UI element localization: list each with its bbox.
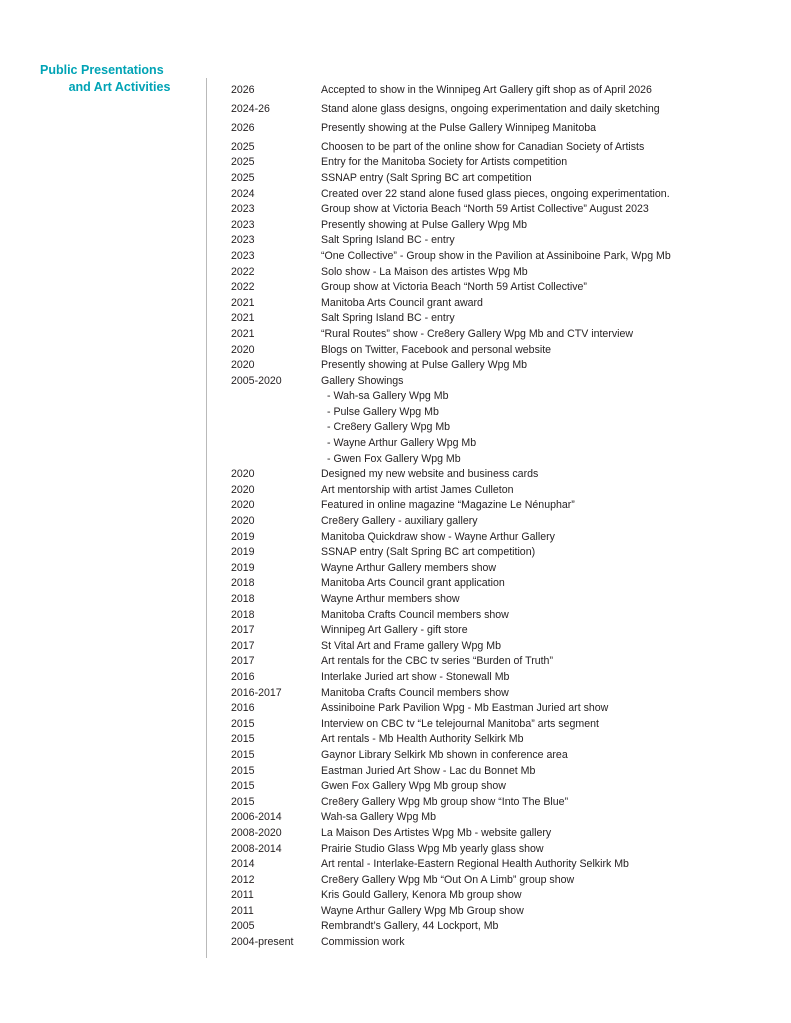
entry-description: Interlake Juried art show - Stonewall Mb bbox=[321, 670, 510, 683]
entry-row bbox=[231, 280, 771, 296]
entry-description: Art rentals for the CBC tv series “Burden of Truth” bbox=[321, 655, 553, 668]
entry-row bbox=[231, 764, 771, 780]
entry-description: Winnipeg Art Gallery - gift store bbox=[321, 624, 468, 637]
entry-row bbox=[231, 358, 771, 374]
entry-row bbox=[231, 155, 771, 171]
entry-year: 2004-present bbox=[231, 936, 294, 949]
entry-year: 2015 bbox=[231, 780, 255, 793]
entry-row bbox=[231, 919, 771, 935]
entry-year: 2015 bbox=[231, 733, 255, 746]
entry-description: Gwen Fox Gallery Wpg Mb group show bbox=[321, 780, 506, 793]
entry-description: Choosen to be part of the online show for Canadian Society of Artists bbox=[321, 140, 645, 153]
entry-year: 2015 bbox=[231, 764, 255, 777]
entry-row bbox=[231, 561, 771, 577]
entry-row bbox=[231, 249, 771, 265]
entry-row bbox=[231, 670, 771, 686]
entry-year: 2008-2020 bbox=[231, 826, 282, 839]
entry-row bbox=[231, 592, 771, 608]
entry-year: 2025 bbox=[231, 140, 255, 153]
entry-year: 2005 bbox=[231, 920, 255, 933]
entry-description: Cre8ery Gallery - auxiliary gallery bbox=[321, 515, 478, 528]
entry-year: 2021 bbox=[231, 312, 255, 325]
entry-description: Wayne Arthur Gallery Wpg Mb Group show bbox=[321, 904, 524, 917]
entry-description: SSNAP entry (Salt Spring BC art competition bbox=[321, 171, 532, 184]
entry-year: 2016 bbox=[231, 702, 255, 715]
entry-row bbox=[231, 623, 771, 639]
entry-description: Art mentorship with artist James Culleton bbox=[321, 483, 514, 496]
entry-year: 2020 bbox=[231, 468, 255, 481]
entry-row bbox=[231, 748, 771, 764]
entry-year: 2024-26 bbox=[231, 102, 270, 115]
entry-year: 2015 bbox=[231, 795, 255, 808]
entry-description: Featured in online magazine “Magazine Le Nénuphar” bbox=[321, 499, 575, 512]
entry-description: La Maison Des Artistes Wpg Mb - website gallery bbox=[321, 826, 552, 839]
entry-description: Rembrandt’s Gallery, 44 Lockport, Mb bbox=[321, 920, 499, 933]
entry-row bbox=[231, 795, 771, 811]
vertical-divider bbox=[206, 78, 207, 958]
entry-year: 2017 bbox=[231, 624, 255, 637]
entry-description: Solo show - La Maison des artistes Wpg Mb bbox=[321, 265, 528, 278]
entry-description: Group show at Victoria Beach “North 59 Artist Collective” August 2023 bbox=[321, 203, 649, 216]
entry-year: 2012 bbox=[231, 873, 255, 886]
entry-year: 2017 bbox=[231, 655, 255, 668]
entry-description: Eastman Juried Art Show - Lac du Bonnet Mb bbox=[321, 764, 536, 777]
entry-description: Interview on CBC tv “Le telejournal Manitoba” arts segment bbox=[321, 717, 599, 730]
entry-year: 2006-2014 bbox=[231, 811, 282, 824]
entry-description: - Gwen Fox Gallery Wpg Mb bbox=[327, 452, 461, 465]
entry-year: 2022 bbox=[231, 265, 255, 278]
entry-description: Created over 22 stand alone fused glass pieces, ongoing experimentation. bbox=[321, 187, 670, 200]
entry-row bbox=[231, 498, 771, 514]
entry-year: 2016-2017 bbox=[231, 686, 282, 699]
entry-year: 2024 bbox=[231, 187, 255, 200]
entry-year: 2022 bbox=[231, 281, 255, 294]
entry-row bbox=[231, 935, 771, 951]
entry-row bbox=[231, 654, 771, 670]
entry-row bbox=[231, 187, 771, 203]
section-heading-line-2: and Art Activities bbox=[68, 80, 171, 94]
entry-row bbox=[231, 389, 771, 405]
entry-row bbox=[231, 121, 771, 137]
entry-description: - Wah-sa Gallery Wpg Mb bbox=[327, 390, 449, 403]
entry-year: 2015 bbox=[231, 748, 255, 761]
entry-row bbox=[231, 842, 771, 858]
entry-year: 2023 bbox=[231, 218, 255, 231]
entry-year: 2017 bbox=[231, 639, 255, 652]
entry-description: - Cre8ery Gallery Wpg Mb bbox=[327, 421, 451, 434]
entry-row bbox=[231, 420, 771, 436]
entry-description: Manitoba Arts Council grant award bbox=[321, 296, 483, 309]
entry-row bbox=[231, 717, 771, 733]
entry-year: 2020 bbox=[231, 499, 255, 512]
entry-description: “Rural Routes” show - Cre8ery Gallery Wpg Mb and CTV interview bbox=[321, 327, 634, 340]
entry-year: 2019 bbox=[231, 546, 255, 559]
entry-description: St Vital Art and Frame gallery Wpg Mb bbox=[321, 639, 501, 652]
entry-year: 2018 bbox=[231, 577, 255, 590]
entry-year: 2016 bbox=[231, 670, 255, 683]
entry-row bbox=[231, 732, 771, 748]
entry-row bbox=[231, 639, 771, 655]
entry-year: 2019 bbox=[231, 530, 255, 543]
entry-row bbox=[231, 545, 771, 561]
entry-row bbox=[231, 102, 771, 118]
entry-description: Accepted to show in the Winnipeg Art Gallery gift shop as of April 2026 bbox=[321, 83, 652, 96]
entry-description: SSNAP entry (Salt Spring BC art competition) bbox=[321, 546, 536, 559]
entry-year: 2011 bbox=[231, 889, 254, 902]
entry-description: Presently showing at Pulse Gallery Wpg Mb bbox=[321, 359, 528, 372]
entry-description: Stand alone glass designs, ongoing experimentation and daily sketching bbox=[321, 102, 660, 115]
entry-description: - Wayne Arthur Gallery Wpg Mb bbox=[327, 437, 477, 450]
entry-description: Art rentals - Mb Health Authority Selkirk Mb bbox=[321, 733, 524, 746]
entry-description: Manitoba Crafts Council members show bbox=[321, 608, 509, 621]
entry-description: Kris Gould Gallery, Kenora Mb group show bbox=[321, 889, 522, 902]
entry-row bbox=[231, 296, 771, 312]
entry-row bbox=[231, 374, 771, 390]
entry-row bbox=[231, 311, 771, 327]
entry-description: Wayne Arthur Gallery members show bbox=[321, 561, 497, 574]
entry-year: 2026 bbox=[231, 121, 255, 134]
entry-description: Gaynor Library Selkirk Mb shown in conference area bbox=[321, 748, 568, 761]
entry-description: Salt Spring Island BC - entry bbox=[321, 312, 455, 325]
entry-description: Wayne Arthur members show bbox=[321, 593, 460, 605]
entry-row bbox=[231, 218, 771, 234]
entry-description: “One Collective” - Group show in the Pavilion at Assiniboine Park, Wpg Mb bbox=[321, 249, 671, 262]
entry-row bbox=[231, 810, 771, 826]
entry-year: 2020 bbox=[231, 483, 255, 496]
entry-year: 2026 bbox=[231, 83, 255, 96]
entry-row bbox=[231, 171, 771, 187]
entry-description: Prairie Studio Glass Wpg Mb yearly glass show bbox=[321, 842, 544, 855]
entry-row bbox=[231, 436, 771, 452]
entry-year: 2020 bbox=[231, 343, 255, 356]
entry-row bbox=[231, 530, 771, 546]
entry-year: 2015 bbox=[231, 717, 255, 730]
entry-row bbox=[231, 857, 771, 873]
entry-row bbox=[231, 265, 771, 281]
entry-year: 2005-2020 bbox=[231, 374, 282, 387]
entry-row bbox=[231, 779, 771, 795]
entry-row bbox=[231, 343, 771, 359]
entry-year: 2018 bbox=[231, 593, 255, 605]
entry-year: 2023 bbox=[231, 234, 255, 247]
entry-description: Gallery Showings bbox=[321, 374, 404, 387]
entry-description: Manitoba Crafts Council members show bbox=[321, 686, 509, 699]
entry-row bbox=[231, 686, 771, 702]
entry-row bbox=[231, 888, 771, 904]
entry-year: 2020 bbox=[231, 359, 255, 372]
entry-year: 2020 bbox=[231, 515, 255, 528]
entry-row bbox=[231, 233, 771, 249]
entry-year: 2023 bbox=[231, 203, 255, 216]
entry-description: Commission work bbox=[321, 936, 405, 949]
entry-description: - Pulse Gallery Wpg Mb bbox=[327, 405, 439, 418]
entry-row bbox=[231, 140, 771, 156]
entry-year: 2011 bbox=[231, 904, 254, 917]
entry-row bbox=[231, 873, 771, 889]
entry-row bbox=[231, 202, 771, 218]
entry-description: Presently showing at Pulse Gallery Wpg Mb bbox=[321, 218, 528, 231]
entry-description: Presently showing at the Pulse Gallery Winnipeg Manitoba bbox=[321, 121, 596, 134]
entry-row bbox=[231, 467, 771, 483]
entry-row bbox=[231, 608, 771, 624]
entry-row bbox=[231, 327, 771, 343]
entry-description: Group show at Victoria Beach “North 59 Artist Collective” bbox=[321, 281, 587, 294]
entry-row bbox=[231, 452, 771, 468]
entry-description: Manitoba Arts Council grant application bbox=[321, 577, 505, 590]
entry-year: 2014 bbox=[231, 858, 255, 871]
entry-description: Salt Spring Island BC - entry bbox=[321, 234, 455, 247]
entry-year: 2025 bbox=[231, 171, 255, 184]
entry-year: 2025 bbox=[231, 156, 255, 169]
entry-description: Cre8ery Gallery Wpg Mb “Out On A Limb” group show bbox=[321, 873, 575, 886]
entry-row bbox=[231, 405, 771, 421]
entry-description: Wah-sa Gallery Wpg Mb bbox=[321, 811, 436, 824]
entry-row bbox=[231, 483, 771, 499]
entry-year: 2008-2014 bbox=[231, 842, 282, 855]
entry-list bbox=[231, 79, 771, 951]
entry-description: Assiniboine Park Pavilion Wpg - Mb Eastman Juried art show bbox=[321, 702, 609, 715]
entry-row bbox=[231, 904, 771, 920]
entry-description: Designed my new website and business cards bbox=[321, 468, 539, 481]
entry-year: 2023 bbox=[231, 249, 255, 262]
entry-year: 2018 bbox=[231, 608, 255, 621]
entry-year: 2019 bbox=[231, 561, 255, 574]
entry-row bbox=[231, 83, 771, 99]
entry-row bbox=[231, 826, 771, 842]
entry-description: Art rental - Interlake-Eastern Regional Health Authority Selkirk Mb bbox=[321, 858, 629, 871]
entry-description: Blogs on Twitter, Facebook and personal website bbox=[321, 343, 552, 356]
entry-row bbox=[231, 514, 771, 530]
entry-description: Manitoba Quickdraw show - Wayne Arthur Gallery bbox=[321, 530, 555, 543]
entry-row bbox=[231, 576, 771, 592]
section-heading bbox=[40, 62, 205, 96]
section-heading-line-1: Public Presentations bbox=[40, 63, 164, 77]
entry-year: 2021 bbox=[231, 296, 255, 309]
entry-row bbox=[231, 701, 771, 717]
entry-description: Cre8ery Gallery Wpg Mb group show “Into The Blue” bbox=[321, 795, 569, 808]
entry-description: Entry for the Manitoba Society for Artists competition bbox=[321, 156, 568, 169]
entry-year: 2021 bbox=[231, 327, 255, 340]
